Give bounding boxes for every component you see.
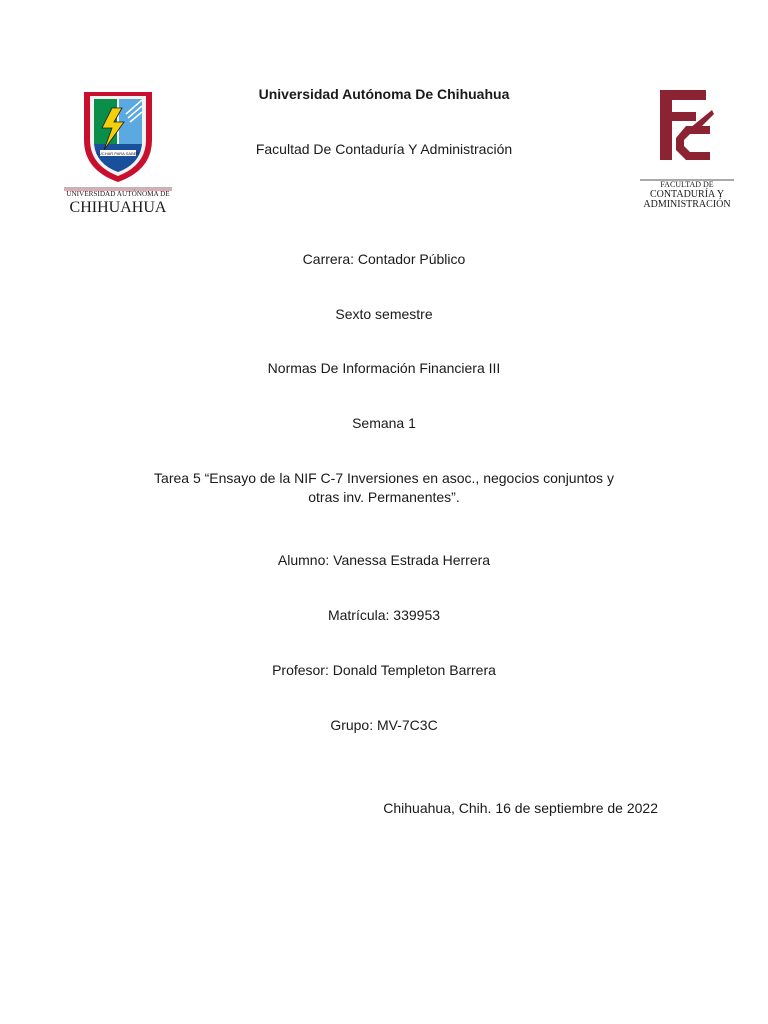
semester: Sexto semestre bbox=[335, 306, 433, 322]
uach-caption-line1: UNIVERSIDAD AUTÓNOMA DE bbox=[66, 190, 170, 198]
student-id: Matrícula: 339953 bbox=[327, 607, 441, 623]
place-date: Chihuahua, Chih. 16 de septiembre de 2022 bbox=[383, 800, 658, 816]
assignment-title-line2: otras inv. Permanentes”. bbox=[308, 489, 460, 505]
faculty-name: Facultad De Contaduría Y Administración bbox=[255, 141, 513, 157]
fca-caption-line3: ADMINISTRACIÓN bbox=[643, 199, 731, 210]
uach-caption-line2: CHIHUAHUA bbox=[69, 199, 167, 216]
fca-caption-line1: FACULTAD DE bbox=[660, 180, 714, 189]
career: Carrera: Contador Público bbox=[302, 251, 466, 267]
fca-caption-line2: CONTADURÍA Y bbox=[649, 189, 725, 200]
professor-name: Profesor: Donald Templeton Barrera bbox=[272, 662, 496, 678]
group: Grupo: MV-7C3C bbox=[330, 717, 438, 733]
course-name: Normas De Información Financiera III bbox=[267, 360, 501, 376]
university-name: Universidad Autónoma De Chihuahua bbox=[258, 86, 510, 102]
week: Semana 1 bbox=[352, 415, 416, 431]
uach-motto: LUCHAR PARA SABER bbox=[96, 151, 140, 156]
student-name: Alumno: Vanessa Estrada Herrera bbox=[277, 552, 491, 568]
assignment-title-line1: Tarea 5 “Ensayo de la NIF C-7 Inversiones en asoc., negocios conjuntos y bbox=[154, 470, 614, 486]
